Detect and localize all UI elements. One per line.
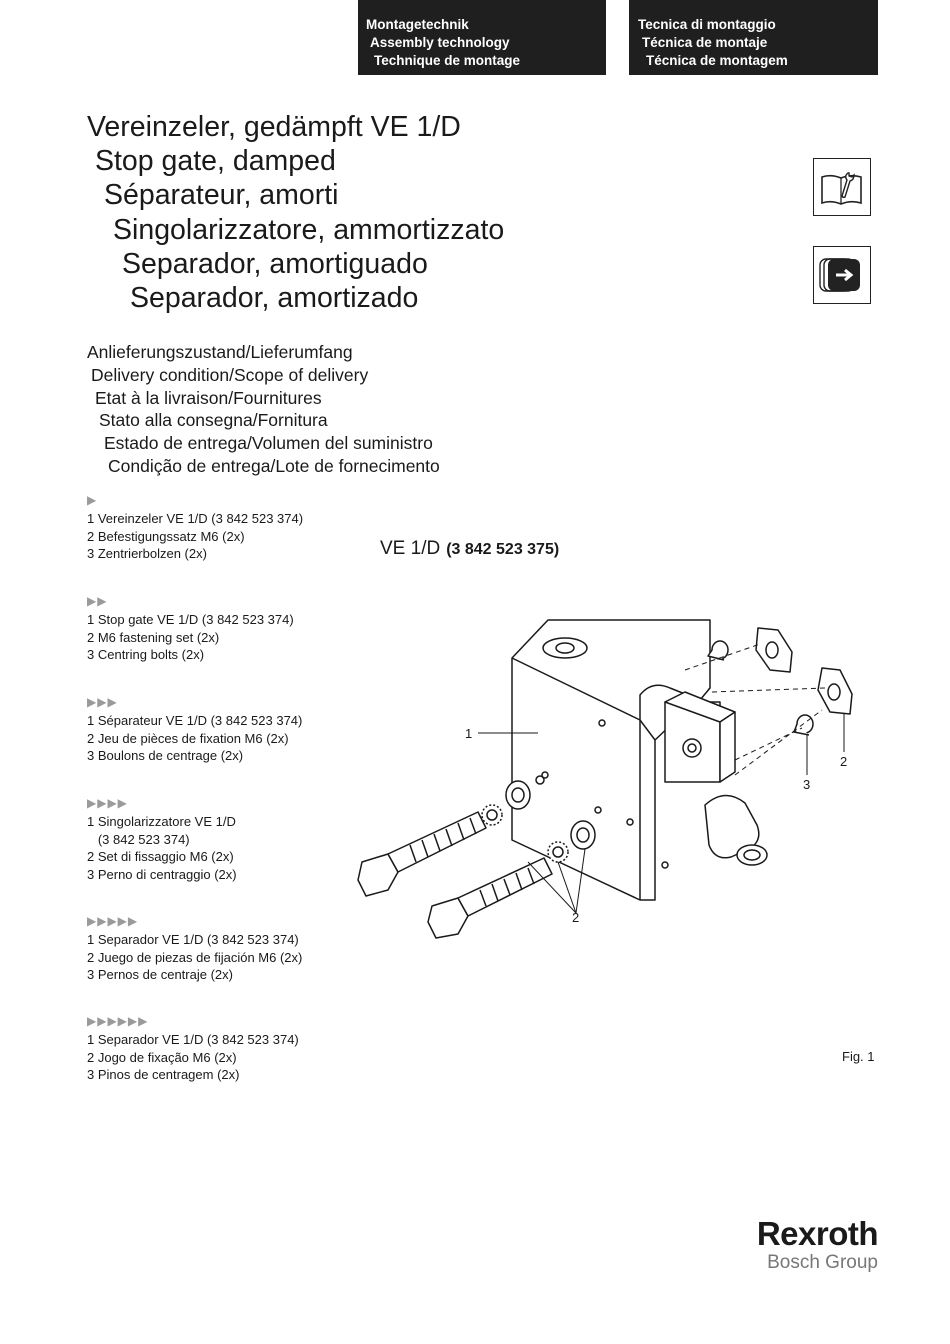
header-line: Tecnica di montaggio [638, 17, 776, 32]
language-marker-icon: ▶ [87, 493, 98, 507]
subtitle-line: Etat à la livraison/Fournitures [95, 387, 322, 408]
list-item: 3 Perno di centraggio (2x) [87, 866, 237, 882]
header-line: Montagetechnik [366, 17, 469, 32]
figure-label: Fig. 1 [842, 1049, 875, 1064]
list-item: 1 Vereinzeler VE 1/D (3 842 523 374) [87, 511, 304, 526]
language-block-pt [87, 1011, 299, 1084]
list-item: 2 Juego de piezas de fijación M6 (2x) [87, 949, 303, 965]
header-box-left [358, 0, 606, 75]
manual-wrench-icon [813, 158, 871, 216]
t-nut [756, 628, 852, 714]
list-item: 2 Befestigungssatz M6 (2x) [87, 528, 245, 544]
list-item: 2 Jeu de pièces de fixation M6 (2x) [87, 730, 289, 746]
language-marker-icon: ▶▶▶ [87, 695, 118, 709]
hex-bolt [428, 858, 552, 938]
callout-1: 1 [465, 726, 473, 741]
title-line: Singolarizzatore, ammortizzato [113, 213, 505, 246]
language-block-en [87, 591, 294, 664]
delivery-heading [87, 341, 440, 478]
list-item: 3 Pernos de centraje (2x) [87, 967, 233, 982]
language-block-it [87, 793, 237, 883]
title-line: Séparateur, amorti [104, 179, 339, 212]
logo-group: Bosch Group [767, 1252, 878, 1273]
exploded-assembly-drawing [340, 600, 900, 960]
language-marker-icon: ▶▶▶▶ [87, 796, 128, 810]
header-line: Técnica de montagem [646, 53, 788, 68]
language-block-es [87, 911, 302, 984]
callout-2b: 2 [840, 754, 848, 769]
next-step-arrow-icon [813, 246, 871, 304]
language-block-fr [87, 692, 302, 765]
list-item: 1 Singolarizzatore VE 1/D [87, 814, 236, 829]
header-line: Technique de montage [374, 53, 521, 68]
list-item: (3 842 523 374) [87, 831, 190, 847]
language-marker-icon: ▶▶ [87, 594, 108, 608]
subtitle-line: Stato alla consegna/Fornitura [99, 410, 328, 431]
list-item: 3 Boulons de centrage (2x) [87, 748, 244, 763]
model-name: VE 1/D [380, 538, 441, 559]
list-item: 2 Set di fissaggio M6 (2x) [87, 849, 234, 864]
language-marker-icon: ▶▶▶▶▶▶ [87, 1014, 149, 1028]
list-item: 3 Centring bolts (2x) [87, 647, 205, 662]
list-item: 3 Pinos de centragem (2x) [87, 1067, 240, 1082]
language-marker-icon: ▶▶▶▶▶ [87, 914, 139, 928]
model-label [380, 538, 559, 560]
list-item: 3 Zentrierbolzen (2x) [87, 546, 207, 561]
header-line: Assembly technology [370, 35, 510, 50]
subtitle-line: Anlieferungszustand/Lieferumfang [87, 342, 353, 362]
list-item: 1 Séparateur VE 1/D (3 842 523 374) [87, 713, 303, 728]
list-item: 1 Separador VE 1/D (3 842 523 374) [87, 932, 299, 947]
callout-3: 3 [803, 777, 811, 792]
title-line: Separador, amortizado [130, 282, 419, 315]
header-box-right [629, 0, 878, 75]
list-item: 2 Jogo de fixação M6 (2x) [87, 1049, 237, 1065]
language-block-de [87, 490, 303, 563]
page-title [87, 110, 504, 315]
title-line: Vereinzeler, gedämpft VE 1/D [87, 111, 461, 143]
logo-brand: Rexroth [756, 1215, 878, 1252]
list-item: 1 Stop gate VE 1/D (3 842 523 374) [87, 612, 294, 627]
subtitle-line: Delivery condition/Scope of delivery [91, 364, 369, 385]
header-line: Técnica de montaje [642, 35, 768, 50]
subtitle-line: Condição de entrega/Lote de fornecimento [108, 455, 440, 476]
callout-2: 2 [572, 910, 580, 925]
subtitle-line: Estado de entrega/Volumen del suministro [104, 433, 433, 454]
list-item: 1 Separador VE 1/D (3 842 523 374) [87, 1032, 299, 1047]
title-line: Stop gate, damped [95, 145, 336, 178]
list-item: 2 M6 fastening set (2x) [87, 629, 220, 645]
model-number: (3 842 523 375) [446, 541, 560, 558]
hex-bolt [358, 812, 486, 896]
rexroth-logo [757, 1216, 878, 1274]
title-line: Separador, amortiguado [122, 247, 428, 280]
